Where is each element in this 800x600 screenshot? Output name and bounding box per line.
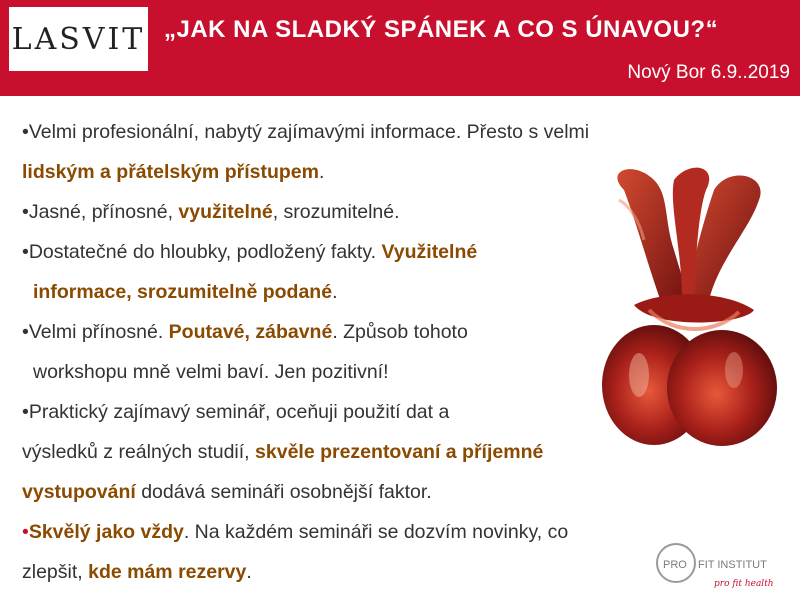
body-text: •Velmi profesionální, nabytý zajímavými informace. Přesto s velmi xyxy=(22,121,590,143)
body-text: •Velmi přínosné. xyxy=(22,321,169,343)
body-text: . Na každém semináři se dozvím novinky, co xyxy=(183,521,569,543)
slide-subtitle: Nový Bor 6.9..2019 xyxy=(627,62,790,83)
slide-title: „JAK NA SLADKÝ SPÁNEK A CO S ÚNAVOU?“ xyxy=(164,16,719,43)
body-text: • xyxy=(22,521,29,543)
highlighted-text: skvěle prezentovaní a příjemné xyxy=(255,441,544,463)
highlighted-text: Poutavé, zábavné xyxy=(168,321,333,343)
body-text: •Jasné, přínosné, xyxy=(22,201,179,223)
highlighted-text: lidským a přátelským přístupem xyxy=(22,161,319,183)
highlighted-text: Využitelné xyxy=(381,241,478,263)
badge-name-pro: PRO xyxy=(663,559,687,571)
highlighted-text: kde mám rezervy xyxy=(88,561,247,583)
glass-vase-image xyxy=(594,160,784,450)
badge-tagline: pro fit health xyxy=(714,579,774,589)
body-text: . xyxy=(318,161,325,183)
header-banner xyxy=(0,0,800,96)
lasvit-logo xyxy=(9,7,148,71)
body-text: . Způsob tohoto xyxy=(332,321,468,343)
body-text: dodává semináři osobnější faktor. xyxy=(135,481,432,503)
logo-text: LASVIT xyxy=(11,21,146,57)
body-text: , srozumitelné. xyxy=(272,201,400,223)
highlighted-text: využitelné xyxy=(178,201,273,223)
body-text: workshopu mně velmi baví. Jen pozitivní! xyxy=(33,361,389,383)
body-text: . xyxy=(332,281,338,303)
body-text: •Dostatečné do hloubky, podložený fakty. xyxy=(22,241,382,263)
highlighted-text: informace, srozumitelně podané xyxy=(33,281,333,303)
badge-name: FIT INSTITUT xyxy=(698,559,767,571)
highlighted-text: vystupování xyxy=(22,481,136,503)
body-text: •Praktický zajímavý seminář, oceňuji použití dat a xyxy=(22,401,450,423)
testimonial-line xyxy=(22,472,782,512)
profit-institut-logo xyxy=(654,540,794,595)
body-text: zlepšit, xyxy=(22,561,89,583)
body-text: výsledků z reálných studií, xyxy=(22,441,256,463)
highlighted-text: Skvělý jako vždy xyxy=(28,521,184,543)
body-text: . xyxy=(246,561,252,583)
testimonial-line xyxy=(22,112,782,152)
